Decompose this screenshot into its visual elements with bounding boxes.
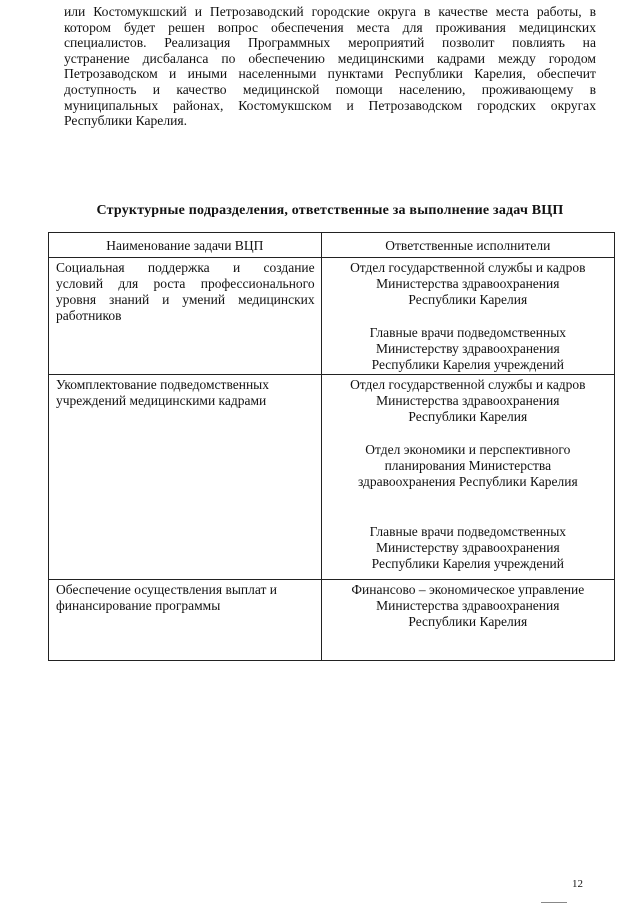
executor-group (322, 325, 614, 373)
executor-line: Министерства здравоохранения (376, 276, 560, 291)
executor-group (322, 524, 614, 572)
executors-cell (321, 258, 614, 375)
executor-group (322, 375, 614, 425)
executor-line: Министерству здравоохранения (375, 540, 560, 555)
intro-line: муниципальных районах, Костомукшском и Петрозаводском городских округах (64, 97, 596, 113)
executor-line: планирования Министерства (384, 458, 552, 473)
intro-line: специалистов. Реализация Программных мероприятий позволит повлиять на (64, 35, 596, 51)
task-line: учреждений медицинскими кадрами (56, 393, 267, 408)
header-executors: Ответственные исполнители (321, 233, 614, 258)
executor-line: Главные врачи подведомственных (369, 325, 567, 340)
executor-group (322, 258, 614, 308)
executor-group (322, 580, 614, 630)
executor-line: здравоохранения Республики Карелия (357, 474, 578, 489)
task-cell (49, 375, 322, 580)
intro-line: Петрозаводском и иными населенными пунктами Республики Карелия, обеспечит (64, 66, 596, 82)
intro-line: котором будет решен вопрос обеспечения места для проживания медицинских (64, 19, 596, 35)
intro-line: доступность и качество медицинской помощи населению, проживающему в (64, 81, 596, 97)
task-line: работников (56, 308, 122, 323)
intro-line: Республики Карелия. (64, 113, 188, 129)
task-line: условий для роста профессионального (56, 276, 315, 291)
responsibility-table (48, 232, 615, 661)
table-row (49, 580, 615, 661)
executor-line: Министерства здравоохранения (376, 393, 560, 408)
executor-line: Республики Карелия учреждений (371, 556, 564, 571)
executor-line: Республики Карелия (408, 409, 528, 424)
executor-line: Республики Карелия учреждений (371, 357, 564, 372)
task-line: Социальная поддержка и создание (56, 260, 315, 275)
table-row (49, 375, 615, 580)
intro-paragraph (64, 4, 596, 129)
task-cell (49, 580, 322, 661)
task-cell (49, 258, 322, 375)
executor-line: Финансово – экономическое управление (351, 582, 585, 597)
task-line: Укомплектование подведомственных (56, 377, 270, 392)
task-line: Обеспечение осуществления выплат и (56, 582, 278, 597)
table-row (49, 258, 615, 375)
footer-rule (541, 902, 567, 903)
executor-line: Отдел государственной службы и кадров (350, 377, 586, 392)
executor-line: Министерства здравоохранения (376, 598, 560, 613)
intro-line: или Костомукшский и Петрозаводский городские округа в качестве места работы, в (64, 4, 596, 19)
executor-line: Отдел государственной службы и кадров (350, 260, 586, 275)
header-task: Наименование задачи ВЦП (49, 233, 322, 258)
table-header-row (49, 233, 615, 258)
executor-line: Отдел экономики и перспективного (365, 442, 571, 457)
executor-line: Республики Карелия (408, 614, 528, 629)
executors-cell (321, 580, 614, 661)
page-number: 12 (572, 878, 583, 890)
executor-line: Министерству здравоохранения (375, 341, 560, 356)
table-title: Структурные подразделения, ответственные за выполнение задач ВЦП (96, 203, 564, 218)
executor-group (322, 442, 614, 490)
executor-line: Республики Карелия (408, 292, 528, 307)
task-line: финансирование программы (56, 598, 221, 613)
executor-line: Главные врачи подведомственных (369, 524, 567, 539)
executors-cell (321, 375, 614, 580)
intro-line: устранение дисбаланса по обеспечению медицинскими кадрами между городом (64, 50, 596, 66)
task-line: уровня знаний и умений медицинских (56, 292, 315, 307)
